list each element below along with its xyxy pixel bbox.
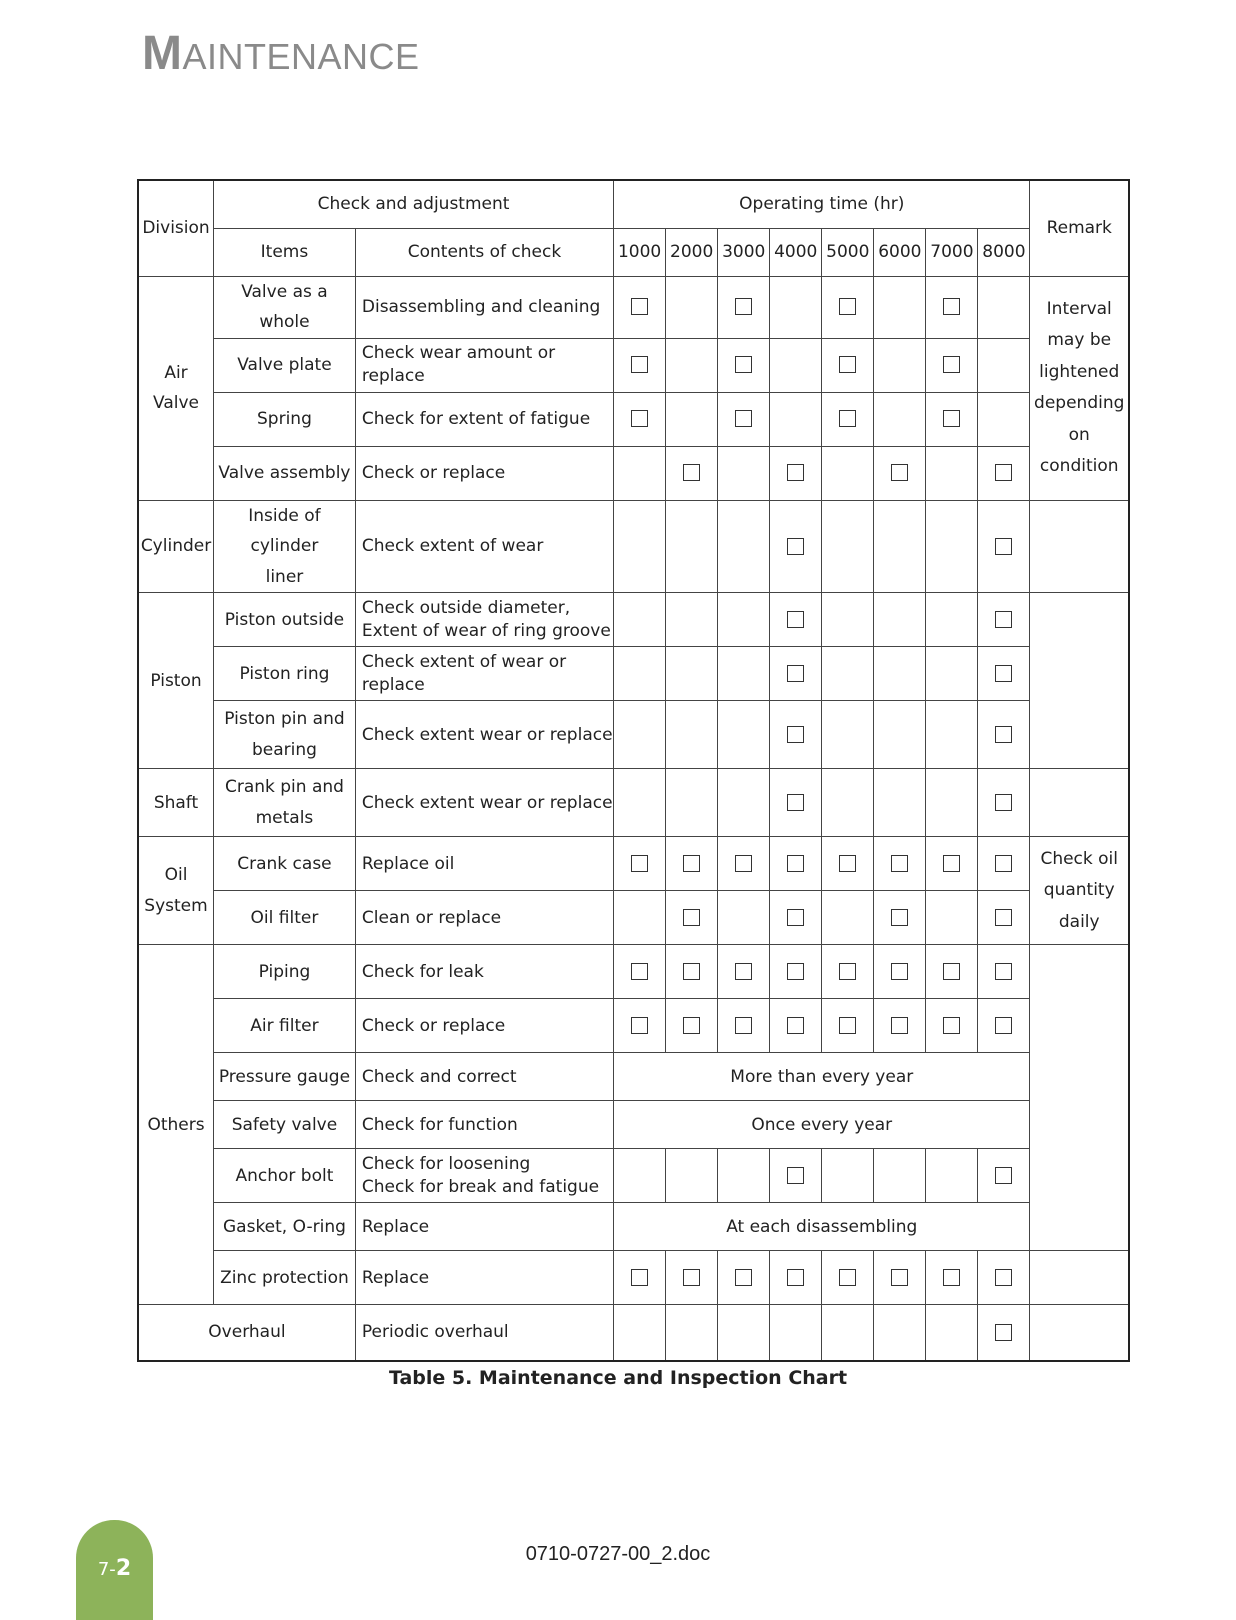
item-cell: Valve plate — [214, 338, 356, 392]
hour-cell — [770, 1149, 822, 1203]
remark-cell — [1030, 593, 1129, 769]
footer-filename: 0710-0727-00_2.doc — [525, 1543, 711, 1565]
division-cell: Air Valve — [138, 276, 214, 500]
hour-cell — [926, 999, 978, 1053]
hour-cell — [666, 276, 718, 338]
table-row — [138, 392, 1129, 446]
content-cell: Check or replace — [355, 446, 613, 500]
hour-cell — [666, 945, 718, 999]
checkbox-icon — [943, 855, 960, 872]
header-hour-8000: 8000 — [978, 228, 1030, 276]
table-row — [138, 701, 1129, 769]
hour-cell — [874, 276, 926, 338]
hour-cell — [718, 891, 770, 945]
content-cell: Disassembling and cleaning — [355, 276, 613, 338]
checkbox-icon — [891, 1017, 908, 1034]
table-row — [138, 1149, 1129, 1203]
hour-cell — [926, 891, 978, 945]
content-cell: Replace — [355, 1203, 613, 1251]
checkbox-icon — [995, 855, 1012, 872]
hour-cell — [822, 891, 874, 945]
checkbox-icon — [839, 1017, 856, 1034]
checkbox-icon — [995, 665, 1012, 682]
checkbox-icon — [787, 1167, 804, 1184]
content-cell: Check for leak — [355, 945, 613, 999]
hour-cell — [718, 837, 770, 891]
hour-cell — [666, 1251, 718, 1305]
hour-cell — [718, 1251, 770, 1305]
content-cell: Check for extent of fatigue — [355, 392, 613, 446]
checkbox-icon — [943, 298, 960, 315]
checkbox-icon — [683, 1017, 700, 1034]
header-division: Division — [138, 180, 214, 276]
hour-cell — [978, 945, 1030, 999]
hour-cell — [718, 1149, 770, 1203]
hour-cell — [926, 1149, 978, 1203]
hour-cell — [926, 276, 978, 338]
checkbox-icon — [891, 963, 908, 980]
hour-cell — [874, 446, 926, 500]
table-row — [138, 1053, 1129, 1101]
hour-cell — [874, 500, 926, 593]
hour-cell — [978, 593, 1030, 647]
content-cell: Replace oil — [355, 837, 613, 891]
checkbox-icon — [735, 410, 752, 427]
hour-cell — [822, 701, 874, 769]
checkbox-icon — [787, 909, 804, 926]
page-number-prefix: 7- — [97, 1559, 116, 1580]
checkbox-icon — [735, 356, 752, 373]
content-cell: Check for function — [355, 1101, 613, 1149]
header-hour-2000: 2000 — [666, 228, 718, 276]
item-cell: Crank pin and metals — [214, 769, 356, 837]
hour-cell — [874, 392, 926, 446]
item-cell: Piping — [214, 945, 356, 999]
hour-cell — [978, 1305, 1030, 1361]
header-hour-7000: 7000 — [926, 228, 978, 276]
hour-cell — [770, 338, 822, 392]
hour-cell — [718, 593, 770, 647]
hour-cell — [822, 647, 874, 701]
checkbox-icon — [787, 794, 804, 811]
table-row — [138, 446, 1129, 500]
hour-cell — [770, 837, 822, 891]
checkbox-icon — [735, 1269, 752, 1286]
checkbox-icon — [787, 611, 804, 628]
checkbox-icon — [787, 538, 804, 555]
item-cell: Air filter — [214, 999, 356, 1053]
checkbox-icon — [943, 963, 960, 980]
checkbox-icon — [995, 538, 1012, 555]
hour-cell — [666, 392, 718, 446]
hour-cell — [666, 701, 718, 769]
checkbox-icon — [787, 665, 804, 682]
item-cell: Valve as a whole — [214, 276, 356, 338]
checkbox-icon — [631, 410, 648, 427]
hour-cell — [978, 701, 1030, 769]
table-caption: Table 5. Maintenance and Inspection Chart — [388, 1367, 848, 1389]
hour-cell — [718, 392, 770, 446]
header-hour-6000: 6000 — [874, 228, 926, 276]
hour-cell — [666, 500, 718, 593]
checkbox-icon — [735, 1017, 752, 1034]
remark-cell — [1030, 1251, 1129, 1305]
hour-cell — [978, 446, 1030, 500]
checkbox-icon — [839, 356, 856, 373]
checkbox-icon — [839, 1269, 856, 1286]
hour-cell — [926, 500, 978, 593]
checkbox-icon — [787, 726, 804, 743]
table-row — [138, 1101, 1129, 1149]
hour-cell — [614, 647, 666, 701]
item-cell: Valve assembly — [214, 446, 356, 500]
hour-cell — [614, 1251, 666, 1305]
hour-cell — [874, 945, 926, 999]
hour-cell — [822, 338, 874, 392]
table-row — [138, 769, 1129, 837]
checkbox-icon — [995, 1017, 1012, 1034]
header-hour-4000: 4000 — [770, 228, 822, 276]
hour-cell — [614, 701, 666, 769]
hour-cell — [978, 500, 1030, 593]
division-cell: Oil System — [138, 837, 214, 945]
hour-cell — [822, 1149, 874, 1203]
table-row — [138, 338, 1129, 392]
hour-cell — [978, 647, 1030, 701]
checkbox-icon — [839, 855, 856, 872]
content-cell: Check for loosening Check for break and fatigue — [355, 1149, 613, 1203]
checkbox-icon — [631, 1017, 648, 1034]
hour-cell — [926, 1251, 978, 1305]
hour-cell — [770, 1251, 822, 1305]
hour-cell — [718, 647, 770, 701]
checkbox-icon — [891, 464, 908, 481]
overhaul-label: Overhaul — [138, 1305, 355, 1361]
heading-rest: AINTENANCE — [182, 36, 420, 77]
hour-cell — [822, 392, 874, 446]
header-items: Items — [214, 228, 356, 276]
hour-cell — [718, 446, 770, 500]
checkbox-icon — [995, 909, 1012, 926]
item-cell: Safety valve — [214, 1101, 356, 1149]
hour-cell — [614, 446, 666, 500]
hour-cell — [666, 1305, 718, 1361]
hour-cell — [666, 446, 718, 500]
hour-cell — [822, 769, 874, 837]
hour-cell — [874, 338, 926, 392]
hour-cell — [718, 500, 770, 593]
hour-cell — [770, 769, 822, 837]
remark-cell — [1030, 769, 1129, 837]
hour-cell — [614, 999, 666, 1053]
item-cell: Inside of cylinder liner — [214, 500, 356, 593]
checkbox-icon — [891, 909, 908, 926]
hour-cell — [874, 837, 926, 891]
content-cell: Periodic overhaul — [355, 1305, 613, 1361]
hour-cell — [926, 701, 978, 769]
checkbox-icon — [631, 1269, 648, 1286]
header-remark: Remark — [1030, 180, 1129, 276]
hour-cell — [614, 1305, 666, 1361]
hour-cell — [874, 891, 926, 945]
hour-cell — [718, 769, 770, 837]
checkbox-icon — [787, 1269, 804, 1286]
hour-cell — [666, 999, 718, 1053]
hour-cell — [718, 945, 770, 999]
item-cell: Piston pin and bearing — [214, 701, 356, 769]
division-cell: Others — [138, 945, 214, 1305]
checkbox-icon — [995, 726, 1012, 743]
checkbox-icon — [631, 298, 648, 315]
hour-cell — [874, 701, 926, 769]
hour-cell — [822, 500, 874, 593]
page-number-main: 2 — [115, 1556, 132, 1581]
hour-cell — [822, 837, 874, 891]
hour-cell — [874, 1251, 926, 1305]
hour-cell — [926, 837, 978, 891]
hour-cell — [978, 276, 1030, 338]
hour-cell — [926, 769, 978, 837]
checkbox-icon — [995, 464, 1012, 481]
hour-cell — [822, 446, 874, 500]
hour-cell — [614, 837, 666, 891]
interval-text-cell: More than every year — [614, 1053, 1030, 1101]
hour-cell — [926, 593, 978, 647]
hour-cell — [822, 1251, 874, 1305]
table-row — [138, 837, 1129, 891]
content-cell: Clean or replace — [355, 891, 613, 945]
interval-text-cell: At each disassembling — [614, 1203, 1030, 1251]
checkbox-icon — [787, 963, 804, 980]
item-cell: Piston outside — [214, 593, 356, 647]
header-row-2 — [138, 228, 1129, 276]
header-check-adjustment: Check and adjustment — [214, 180, 614, 228]
table-row — [138, 1251, 1129, 1305]
hour-cell — [770, 945, 822, 999]
maintenance-inspection-table — [137, 179, 1130, 1362]
checkbox-icon — [839, 298, 856, 315]
hour-cell — [978, 891, 1030, 945]
hour-cell — [666, 647, 718, 701]
checkbox-icon — [839, 963, 856, 980]
hour-cell — [770, 647, 822, 701]
table-row — [138, 647, 1129, 701]
checkbox-icon — [943, 1269, 960, 1286]
table-row — [138, 891, 1129, 945]
page-heading — [142, 26, 420, 81]
hour-cell — [718, 701, 770, 769]
checkbox-icon — [735, 298, 752, 315]
remark-cell: Check oil quantity daily — [1030, 837, 1129, 945]
hour-cell — [926, 392, 978, 446]
hour-cell — [978, 1149, 1030, 1203]
hour-cell — [926, 446, 978, 500]
hour-cell — [718, 338, 770, 392]
hour-cell — [926, 945, 978, 999]
table-row — [138, 593, 1129, 647]
division-cell: Piston — [138, 593, 214, 769]
hour-cell — [978, 392, 1030, 446]
hour-cell — [926, 647, 978, 701]
checkbox-icon — [995, 1324, 1012, 1341]
hour-cell — [874, 769, 926, 837]
header-contents: Contents of check — [355, 228, 613, 276]
item-cell: Anchor bolt — [214, 1149, 356, 1203]
content-cell: Check outside diameter, Extent of wear of ring groove — [355, 593, 613, 647]
item-cell: Crank case — [214, 837, 356, 891]
table-row — [138, 1203, 1129, 1251]
item-cell: Oil filter — [214, 891, 356, 945]
page-number-tab — [76, 1520, 153, 1620]
header-row-1 — [138, 180, 1129, 228]
table-row — [138, 999, 1129, 1053]
hour-cell — [614, 276, 666, 338]
hour-cell — [874, 1305, 926, 1361]
hour-cell — [874, 999, 926, 1053]
hour-cell — [718, 276, 770, 338]
hour-cell — [770, 701, 822, 769]
item-cell: Gasket, O-ring — [214, 1203, 356, 1251]
division-cell: Cylinder — [138, 500, 214, 593]
hour-cell — [874, 593, 926, 647]
hour-cell — [822, 593, 874, 647]
hour-cell — [614, 500, 666, 593]
hour-cell — [822, 1305, 874, 1361]
hour-cell — [770, 500, 822, 593]
hour-cell — [978, 837, 1030, 891]
hour-cell — [666, 891, 718, 945]
hour-cell — [718, 1305, 770, 1361]
item-cell: Piston ring — [214, 647, 356, 701]
content-cell: Check extent of wear or replace — [355, 647, 613, 701]
content-cell: Check wear amount or replace — [355, 338, 613, 392]
hour-cell — [718, 999, 770, 1053]
checkbox-icon — [683, 963, 700, 980]
hour-cell — [614, 338, 666, 392]
hour-cell — [614, 891, 666, 945]
checkbox-icon — [891, 855, 908, 872]
checkbox-icon — [787, 855, 804, 872]
checkbox-icon — [631, 356, 648, 373]
hour-cell — [666, 593, 718, 647]
checkbox-icon — [683, 855, 700, 872]
heading-initial: M — [142, 27, 183, 80]
hour-cell — [614, 392, 666, 446]
checkbox-icon — [735, 855, 752, 872]
checkbox-icon — [995, 1167, 1012, 1184]
checkbox-icon — [787, 464, 804, 481]
checkbox-icon — [631, 855, 648, 872]
content-cell: Check extent of wear — [355, 500, 613, 593]
checkbox-icon — [943, 1017, 960, 1034]
checkbox-icon — [891, 1269, 908, 1286]
hour-cell — [666, 837, 718, 891]
hour-cell — [666, 338, 718, 392]
item-cell: Spring — [214, 392, 356, 446]
hour-cell — [770, 392, 822, 446]
hour-cell — [822, 999, 874, 1053]
hour-cell — [614, 769, 666, 837]
checkbox-icon — [943, 356, 960, 373]
header-hour-1000: 1000 — [614, 228, 666, 276]
hour-cell — [926, 338, 978, 392]
hour-cell — [874, 1149, 926, 1203]
table-row — [138, 500, 1129, 593]
remark-cell: Interval may be lightened depending on condition — [1030, 276, 1129, 500]
content-cell: Check extent wear or replace — [355, 769, 613, 837]
content-cell: Check or replace — [355, 999, 613, 1053]
hour-cell — [978, 999, 1030, 1053]
content-cell: Check extent wear or replace — [355, 701, 613, 769]
hour-cell — [822, 276, 874, 338]
checkbox-icon — [995, 611, 1012, 628]
hour-cell — [770, 1305, 822, 1361]
hour-cell — [978, 338, 1030, 392]
checkbox-icon — [735, 963, 752, 980]
header-hour-5000: 5000 — [822, 228, 874, 276]
checkbox-icon — [995, 1269, 1012, 1286]
header-hour-3000: 3000 — [718, 228, 770, 276]
remark-cell — [1030, 1305, 1129, 1361]
remark-cell — [1030, 945, 1129, 1251]
checkbox-icon — [683, 464, 700, 481]
table-row — [138, 276, 1129, 338]
hour-cell — [770, 999, 822, 1053]
item-cell: Pressure gauge — [214, 1053, 356, 1101]
checkbox-icon — [943, 410, 960, 427]
checkbox-icon — [683, 909, 700, 926]
checkbox-icon — [839, 410, 856, 427]
hour-cell — [770, 446, 822, 500]
hour-cell — [770, 276, 822, 338]
checkbox-icon — [787, 1017, 804, 1034]
overhaul-row — [138, 1305, 1129, 1361]
hour-cell — [978, 769, 1030, 837]
content-cell: Check and correct — [355, 1053, 613, 1101]
hour-cell — [666, 1149, 718, 1203]
content-cell: Replace — [355, 1251, 613, 1305]
hour-cell — [614, 593, 666, 647]
checkbox-icon — [683, 1269, 700, 1286]
remark-cell — [1030, 500, 1129, 593]
checkbox-icon — [995, 963, 1012, 980]
hour-cell — [614, 945, 666, 999]
hour-cell — [770, 593, 822, 647]
hour-cell — [614, 1149, 666, 1203]
header-operating-time: Operating time (hr) — [614, 180, 1030, 228]
hour-cell — [770, 891, 822, 945]
hour-cell — [874, 647, 926, 701]
division-cell: Shaft — [138, 769, 214, 837]
checkbox-icon — [631, 963, 648, 980]
item-cell: Zinc protection — [214, 1251, 356, 1305]
hour-cell — [822, 945, 874, 999]
checkbox-icon — [995, 794, 1012, 811]
hour-cell — [666, 769, 718, 837]
hour-cell — [978, 1251, 1030, 1305]
interval-text-cell: Once every year — [614, 1101, 1030, 1149]
table-row — [138, 945, 1129, 999]
hour-cell — [926, 1305, 978, 1361]
